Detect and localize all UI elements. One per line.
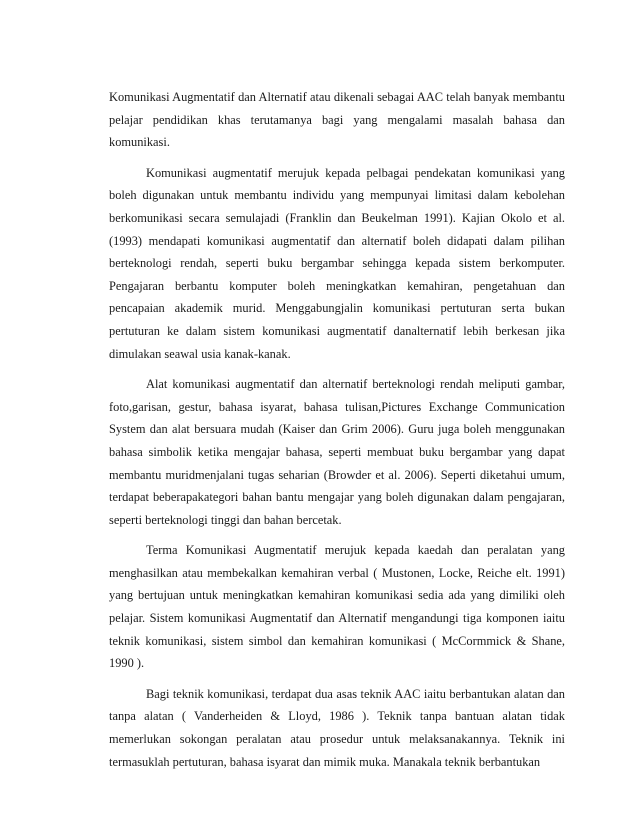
- paragraph-2: Komunikasi augmentatif merujuk kepada pelbagai pendekatan komunikasi yang boleh digunakan untuk membantu individu yang mempunyai limitasi dalam kebolehan berkomunikasi secara semulajadi (Franklin dan Beukelman 1991). Kajian Okolo et al. (1993) mendapati komunikasi augmentatif dan alternatif boleh didapati dalam pilihan berteknologi rendah, seperti buku bergambar sehingga kepada sistem berkomputer. Pengajaran berbantu komputer boleh meningkatkan kemahiran, pengetahuan dan pencapaian akademik murid. Menggabungjalin komunikasi pertuturan serta bukan pertuturan ke dalam sistem komunikasi augmentatif danalternatif lebih berkesan jika dimulakan seawal usia kanak-kanak.: [109, 165, 565, 361]
- paragraph-1: Komunikasi Augmentatif dan Alternatif atau dikenali sebagai AAC telah banyak membantu pelajar pendidikan khas terutamanya bagi yang mengalami masalah bahasa dan komunikasi.: [109, 90, 565, 150]
- paragraph-4: Terma Komunikasi Augmentatif merujuk kepada kaedah dan peralatan yang menghasilkan atau membekalkan kemahiran verbal ( Mustonen, Locke, Reiche elt. 1991) yang bertujuan untuk meningkatkan kemahiran komunikasi sedia ada yang dimiliki oleh pelajar. Sistem komunikasi Augmentatif dan Alternatif mengandungi tiga komponen iaitu teknik komunikasi, sistem simbol dan kemahiran komunikasi ( McCormmick & Shane, 1990 ).: [109, 543, 565, 671]
- paragraph-5: Bagi teknik komunikasi, terdapat dua asas teknik AAC iaitu berbantukan alatan dan tanpa alatan ( Vanderheiden & Lloyd, 1986 ). Teknik tanpa bantuan alatan tidak memerlukan sokongan peralatan atau prosedur untuk melaksanakannya. Teknik ini termasuklah pertuturan, bahasa isyarat dan mimik muka. Manakala teknik berbantukan: [109, 686, 565, 769]
- document-body: [109, 86, 565, 781]
- paragraph-3: Alat komunikasi augmentatif dan alternatif berteknologi rendah meliputi gambar, foto,garisan, gestur, bahasa isyarat, bahasa tulisan,Pictures Exchange Communication System dan alat bersuara mudah (Kaiser dan Grim 2006). Guru juga boleh menggunakan bahasa simbolik ketika mengajar bahasa, seperti membuat buku bergambar yang dapat membantu muridmenjalani tugas seharian (Browder et al. 2006). Seperti diketahui umum, terdapat beberapakategori bahan bantu mengajar yang boleh digunakan dalam pengajaran, seperti berteknologi tinggi dan bahan bercetak.: [109, 377, 565, 527]
